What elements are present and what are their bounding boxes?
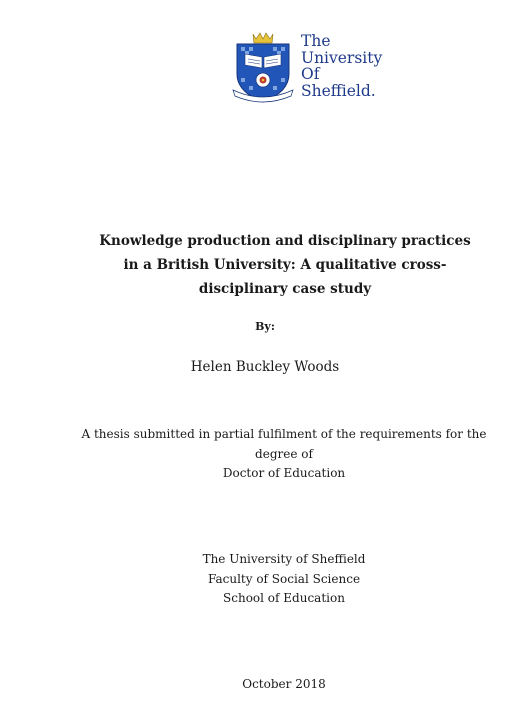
statement-line-3: Doctor of Education bbox=[222, 466, 346, 480]
statement-line-1: A thesis submitted in partial fulfilment of the requirements for the bbox=[81, 427, 487, 441]
wordmark-line-1: The bbox=[301, 32, 331, 50]
wordmark-line-3: Of bbox=[301, 65, 320, 83]
submission-statement bbox=[0, 425, 530, 484]
affiliation-university: The University of Sheffield bbox=[202, 552, 366, 566]
university-crest-icon bbox=[231, 30, 295, 104]
author-name: Helen Buckley Woods bbox=[190, 359, 340, 375]
wordmark-line-2: University bbox=[301, 48, 383, 67]
affiliation-school: School of Education bbox=[223, 591, 345, 605]
submission-date: October 2018 bbox=[242, 677, 326, 691]
wordmark-line-4: Sheffield. bbox=[301, 81, 376, 100]
university-wordmark bbox=[301, 33, 382, 99]
statement-line-2: degree of bbox=[255, 446, 313, 461]
university-logo bbox=[231, 30, 381, 104]
thesis-title: Knowledge production and disciplinary practices in a British University: A qualitative cross-disciplinary case study bbox=[99, 233, 471, 297]
affiliation-faculty: Faculty of Social Science bbox=[207, 571, 361, 586]
by-label: By: bbox=[255, 320, 275, 333]
affiliation-block bbox=[0, 550, 530, 609]
